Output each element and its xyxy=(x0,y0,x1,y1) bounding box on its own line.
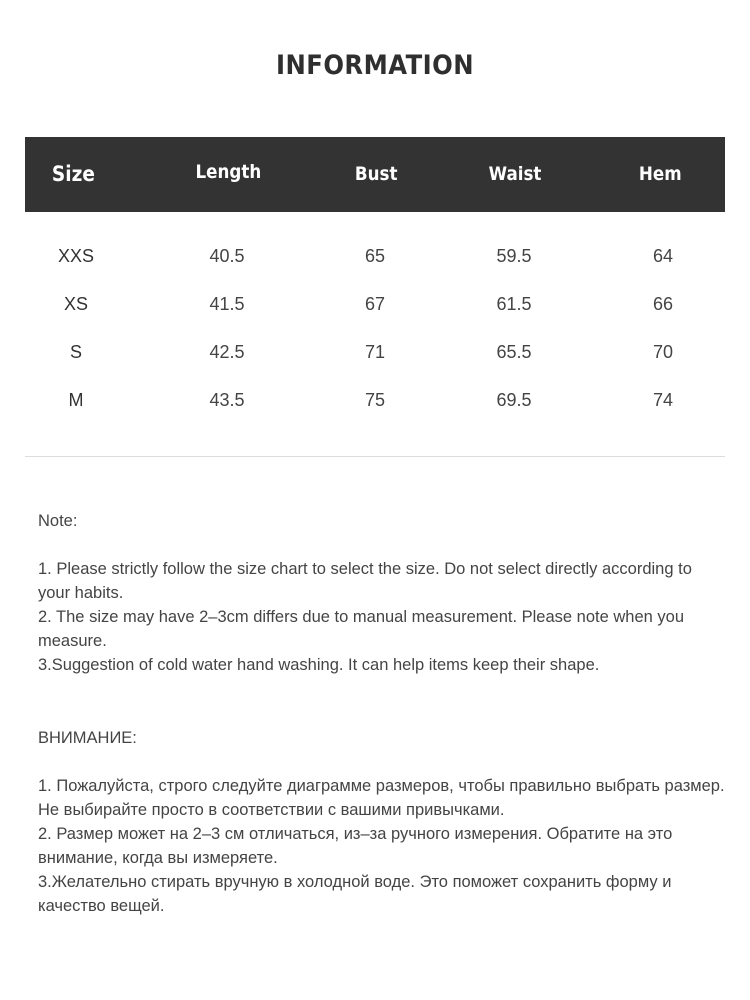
size-table-header xyxy=(25,137,725,212)
note-item: 3.Suggestion of cold water hand washing. It can help items keep their shape. xyxy=(38,656,600,674)
cell-waist: 61.5 xyxy=(496,294,532,314)
cell-size: M xyxy=(68,390,84,410)
cell-waist: 59.5 xyxy=(496,246,532,266)
cell-size: S xyxy=(69,342,82,362)
table-row xyxy=(25,385,725,415)
table-divider xyxy=(25,456,725,457)
cell-waist: 65.5 xyxy=(496,342,532,362)
column-header-size: Size xyxy=(51,162,95,186)
cell-bust: 65 xyxy=(364,246,386,266)
attention-label: ВНИМАНИЕ: xyxy=(38,729,137,747)
table-row xyxy=(25,337,725,367)
column-header-waist: Waist xyxy=(488,163,542,185)
column-header-length: Length xyxy=(195,161,262,183)
cell-hem: 74 xyxy=(652,390,674,410)
cell-bust: 67 xyxy=(364,294,386,314)
note-item: 2. The size may have 2–3cm differs due to manual measurement. Please note when you measure. xyxy=(38,608,685,650)
note-list-ru xyxy=(38,774,728,918)
cell-size: XXS xyxy=(57,246,95,266)
cell-bust: 75 xyxy=(364,390,386,410)
column-header-bust: Bust xyxy=(354,163,398,185)
cell-size: XS xyxy=(63,294,88,314)
cell-hem: 64 xyxy=(652,246,674,266)
note-item: 1. Пожалуйста, строго следуйте диаграмме размеров, чтобы правильно выбрать размер. Не выбирайте просто в соответствии с вашими привычками. xyxy=(38,777,725,819)
cell-length: 41.5 xyxy=(209,294,245,314)
note-item: 1. Please strictly follow the size chart to select the size. Do not select directly according to your habits. xyxy=(38,560,692,602)
cell-bust: 71 xyxy=(364,342,386,362)
note-item: 3.Желательно стирать вручную в холодной воде. Это поможет сохранить форму и качество вещей. xyxy=(38,873,672,915)
cell-hem: 66 xyxy=(652,294,674,314)
note-list-en xyxy=(38,557,728,677)
cell-hem: 70 xyxy=(652,342,674,362)
table-row xyxy=(25,241,725,271)
column-header-hem: Hem xyxy=(638,163,682,185)
note-label: Note: xyxy=(38,512,78,530)
page-title: INFORMATION xyxy=(275,50,474,81)
cell-length: 40.5 xyxy=(209,246,245,266)
note-item: 2. Размер может на 2–3 см отличаться, из–за ручного измерения. Обратите на это внимание, когда вы измеряете. xyxy=(38,825,673,867)
cell-length: 43.5 xyxy=(209,390,245,410)
cell-length: 42.5 xyxy=(209,342,245,362)
cell-waist: 69.5 xyxy=(496,390,532,410)
table-row xyxy=(25,289,725,319)
